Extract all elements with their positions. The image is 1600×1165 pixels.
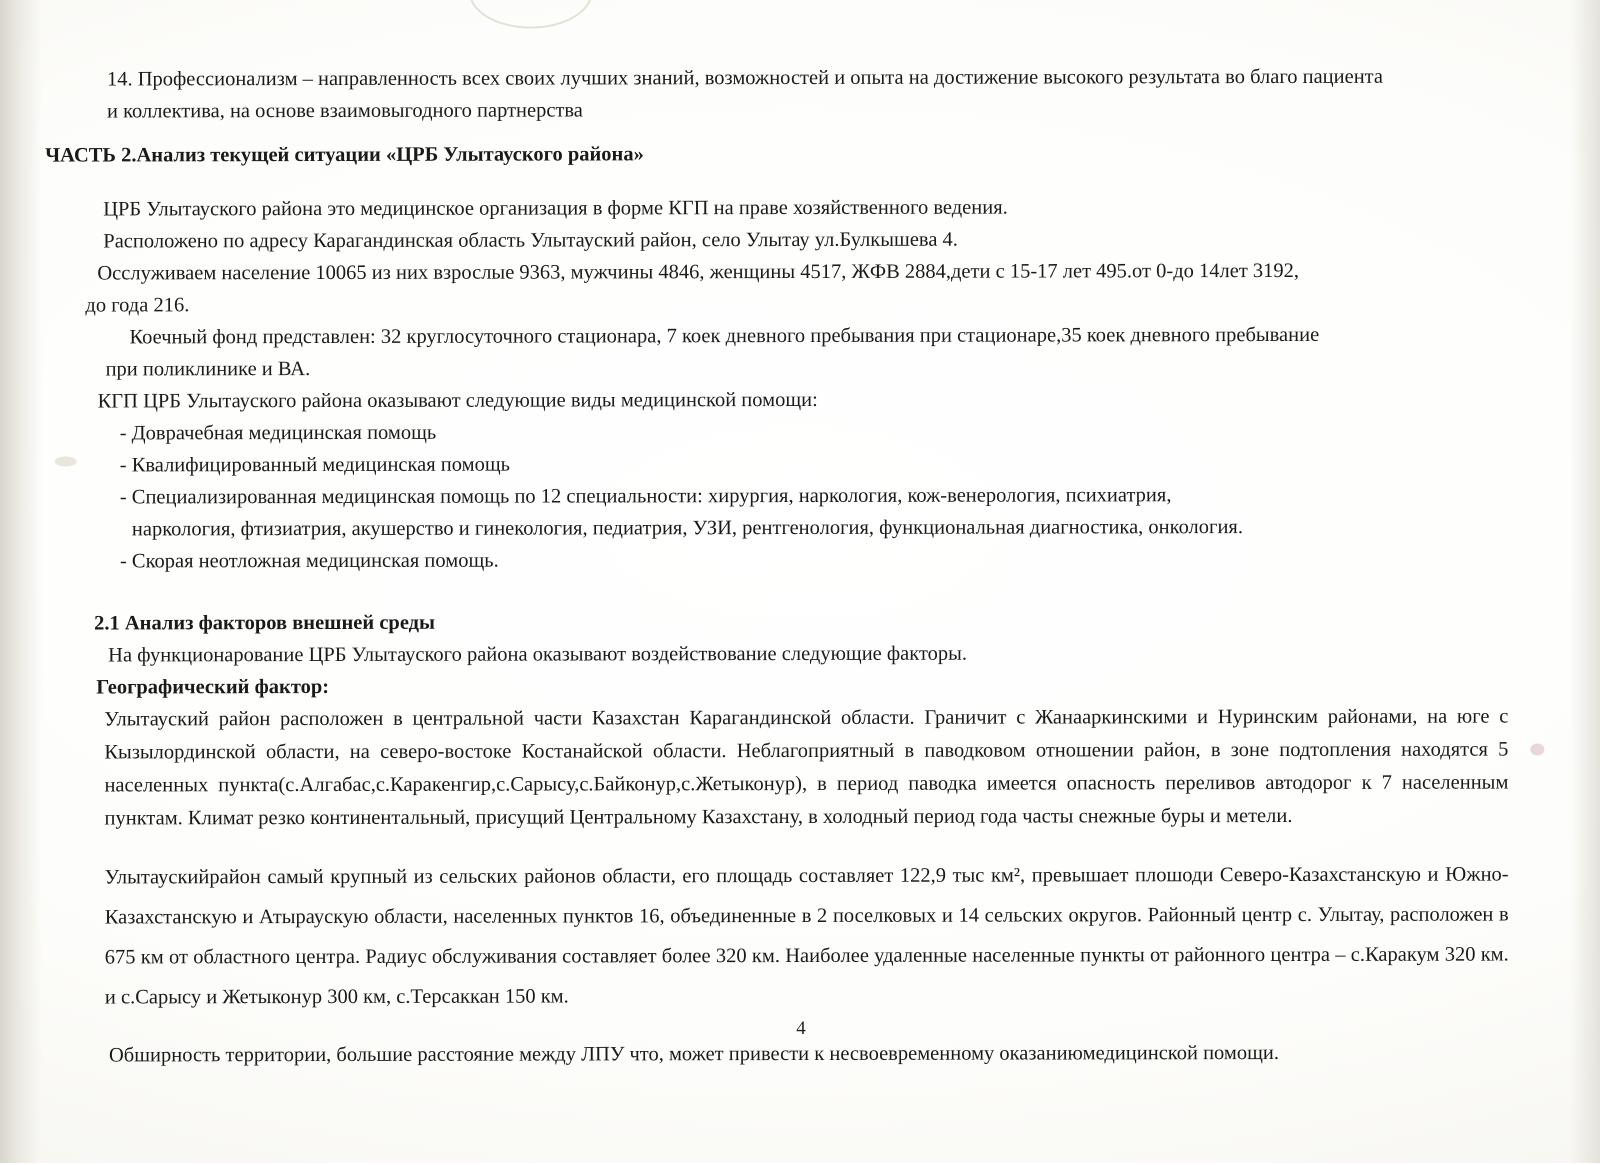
page-number: 4 bbox=[796, 1017, 806, 1040]
scan-artifact-arc bbox=[469, 0, 593, 29]
list-item-14-line-1: 14. Профессионализм – направленность всех своих лучших знаний, возможностей и опыта на достижение высокого результата во благо пациента bbox=[106, 65, 1383, 91]
service-item-3-continuation: наркология, фтизиатрия, акушерство и гинекология, педиатрия, УЗИ, рентгенология, функциональная диагностика, онкология. bbox=[131, 516, 1243, 541]
section-2-1-heading: 2.1 Анализ факторов внешней среды bbox=[94, 611, 436, 635]
service-item-4: - Скорая неотложная медицинская помощь. bbox=[119, 549, 499, 573]
intro-line-3: Осслуживаем население 10065 из них взрослые 9363, мужчины 4846, женщины 4517, ЖФВ 2884,дети с 15-17 лет 495.от 0-до 14лет 3192, bbox=[97, 259, 1300, 285]
geographic-factor-heading: Географический фактор: bbox=[96, 675, 330, 699]
service-item-1: - Доврачебная медицинская помощь bbox=[119, 421, 437, 445]
intro-line-5: Коечный фонд представлен: 32 круглосуточного стационара, 7 коек дневного пребывания при стационаре,35 коек дневного пребывание bbox=[129, 323, 1320, 349]
intro-line-4: до года 216. bbox=[85, 294, 190, 317]
service-item-2: - Квалифицированный медицинская помощь bbox=[119, 453, 511, 477]
intro-line-7: КГП ЦРБ Улытауского района оказывают следующие виды медицинской помощи: bbox=[97, 388, 818, 413]
geographic-paragraph-3: Обширность территории, большие расстояние между ЛПУ что, может привести к несвоевременному оказаниюмедицинской помощи. bbox=[108, 1041, 1280, 1067]
intro-line-1: ЦРБ Улытауского района это медицинское организация в форме КГП на праве хозяйственного ведения. bbox=[103, 196, 1008, 221]
scan-artifact-smudge-right bbox=[1530, 743, 1544, 755]
geographic-paragraph-1: Улытауский район расположен в центральной части Казахстан Карагандинской области. Граничит с Жанааркинскими и Нуринским районами, на юге с Кызылординской области, на северо-востоке Костанайской области. Неблагоприятный в паводковом отношении район, в зоне подтопления находятся 5 населенных пункта(с.Алгабас,с.Каракенгир,с.Сарысу,с.Байконур,с.Жетыконур), в период паводка имеется опасность переливов автодорог к 7 населенным пунктам. Климат резко континентальный, присущий Центральному Казахстану, в холодный период года часты снежные буры и метели. bbox=[104, 705, 1509, 830]
intro-line-2: Расположено по адресу Карагандинская область Улытауский район, село Улытау ул.Булкышева 4. bbox=[103, 228, 958, 253]
list-item-14 bbox=[45, 61, 1507, 128]
section-2-1-lead: На функционарование ЦРБ Улытауского района оказывают воздействование следующие факторы. bbox=[108, 642, 968, 667]
geographic-paragraph-2: Улытаускийрайон самый крупный из сельских районов области, его площадь составляет 122,9 тыс км², превышает плошоди Северо-Казахстанскую и Южно-Казахстанскую и Атырауcкую области, населенных пунктов 16, объединенные в 2 поселковых и 14 сельских округов. Районный центр с. Улытау, расположен в 675 км от областного центра. Радиус обслуживания составляет более 320 км. Наиболее удаленные населенные пункты от районного центра – с.Каракум 320 км. и с.Сарысу и Жетыконур 300 км, с.Терсаккан 150 км. bbox=[104, 863, 1509, 1009]
part-2-heading: ЧАСТЬ 2.Анализ текущей ситуации «ЦРБ Улытауского района» bbox=[45, 143, 644, 167]
list-item-14-line-2: и коллектива, на основе взаимовыгодного партнерства bbox=[106, 99, 583, 123]
document-body bbox=[45, 61, 1509, 1073]
service-item-3: - Специализированная медицинская помощь по 12 специальности: хирургия, наркология, кож-венерология, психиатрия, bbox=[119, 484, 1172, 509]
intro-line-6: при поликлинике и ВА. bbox=[105, 358, 311, 381]
